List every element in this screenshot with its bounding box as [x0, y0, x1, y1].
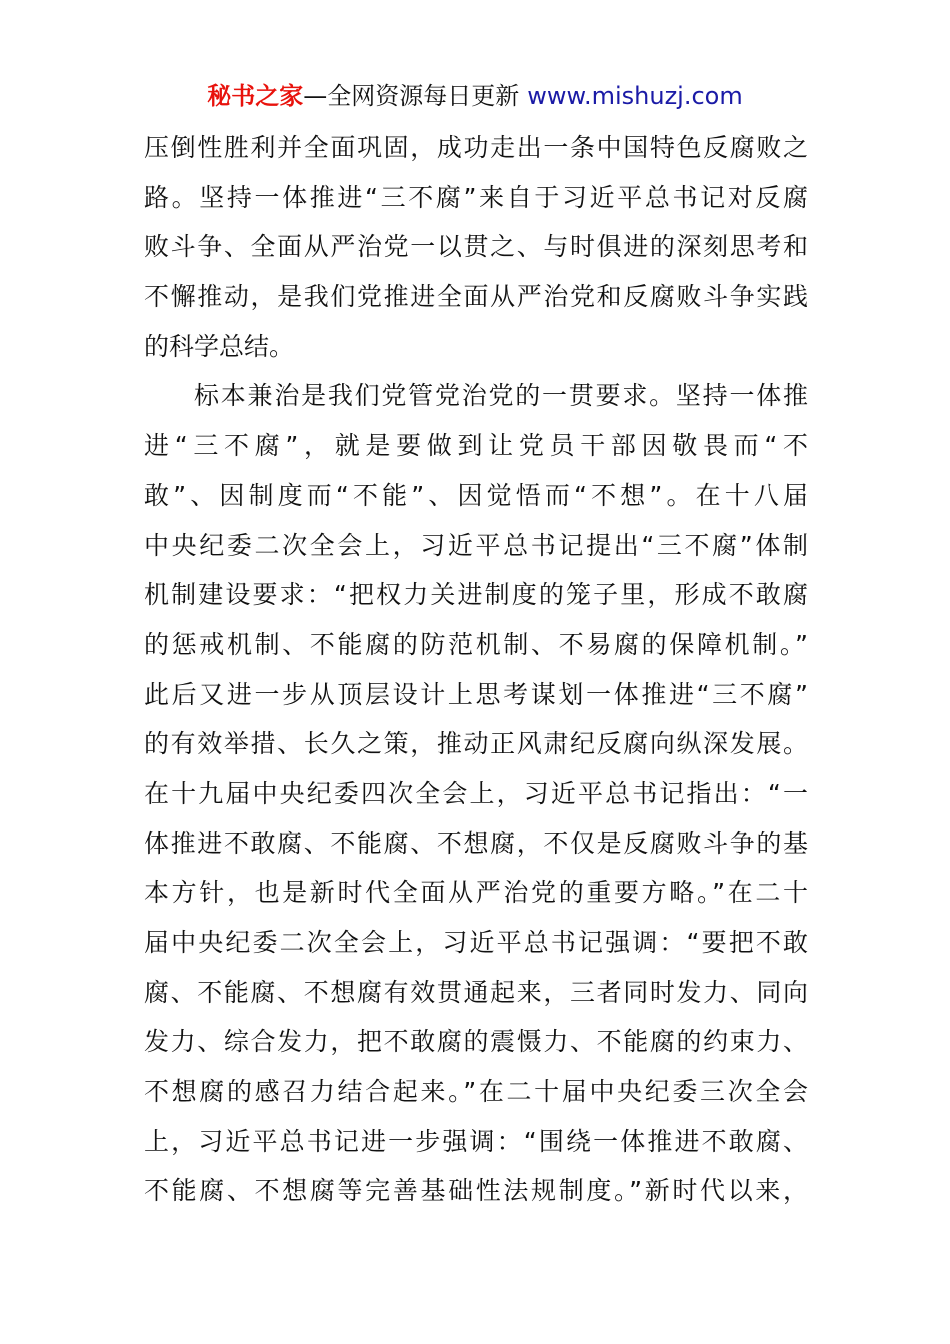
- text-line: 机制建设要求：“把权力关进制度的笼子里，形成不敢腐: [144, 580, 808, 610]
- text-line: 的有效举措、长久之策，推动正风肃纪反腐向纵深发展。: [144, 729, 808, 759]
- header-tagline: —全网资源每日更新: [303, 82, 520, 110]
- text-line: 标本兼治是我们党管党治党的一贯要求。坚持一体推: [194, 381, 808, 411]
- text-line: 路。坚持一体推进“三不腐”来自于习近平总书记对反腐: [144, 182, 808, 212]
- document-body: [144, 123, 808, 1216]
- text-line: 发力、综合发力，把不敢腐的震慑力、不能腐的约束力、: [144, 1027, 808, 1057]
- text-line: 不懈推动，是我们党推进全面从严治党和反腐败斗争实践: [144, 282, 808, 312]
- brand-name: 秘书之家: [207, 82, 304, 110]
- text-line: 腐、不能腐、不想腐有效贯通起来，三者同时发力、同向: [144, 977, 808, 1007]
- text-line: 进“三不腐”，就是要做到让党员干部因敬畏而“不: [144, 431, 808, 461]
- page-header: [0, 80, 950, 112]
- text-line: 中央纪委二次全会上，习近平总书记提出“三不腐”体制: [144, 530, 808, 560]
- text-line: 在十九届中央纪委四次全会上，习近平总书记指出：“一: [144, 778, 808, 808]
- text-line: 本方针，也是新时代全面从严治党的重要方略。”在二十: [144, 878, 808, 908]
- paragraph-1: [144, 123, 808, 371]
- text-line: 压倒性胜利并全面巩固，成功走出一条中国特色反腐败之: [144, 133, 808, 162]
- text-line: 敢”、因制度而“不能”、因觉悟而“不想”。在十八届: [144, 480, 808, 510]
- text-line: 此后又进一步从顶层设计上思考谋划一体推进“三不腐”: [144, 679, 808, 709]
- text-line: 上，习近平总书记进一步强调：“围绕一体推进不敢腐、: [144, 1126, 808, 1156]
- text-line: 不想腐的感召力结合起来。”在二十届中央纪委三次全会: [144, 1077, 808, 1107]
- text-line: 体推进不敢腐、不能腐、不想腐，不仅是反腐败斗争的基: [144, 828, 808, 858]
- text-line: 败斗争、全面从严治党一以贯之、与时俱进的深刻思考和: [144, 232, 808, 262]
- paragraph-2: [144, 371, 808, 1216]
- text-line: 的科学总结。: [144, 331, 295, 361]
- text-line: 不能腐、不想腐等完善基础性法规制度。”新时代以来，: [144, 1176, 808, 1206]
- site-url-link[interactable]: www.mishuzj.com: [527, 82, 743, 110]
- text-line: 的惩戒机制、不能腐的防范机制、不易腐的保障机制。”: [144, 629, 808, 659]
- text-line: 届中央纪委二次全会上，习近平总书记强调：“要把不敢: [144, 928, 808, 957]
